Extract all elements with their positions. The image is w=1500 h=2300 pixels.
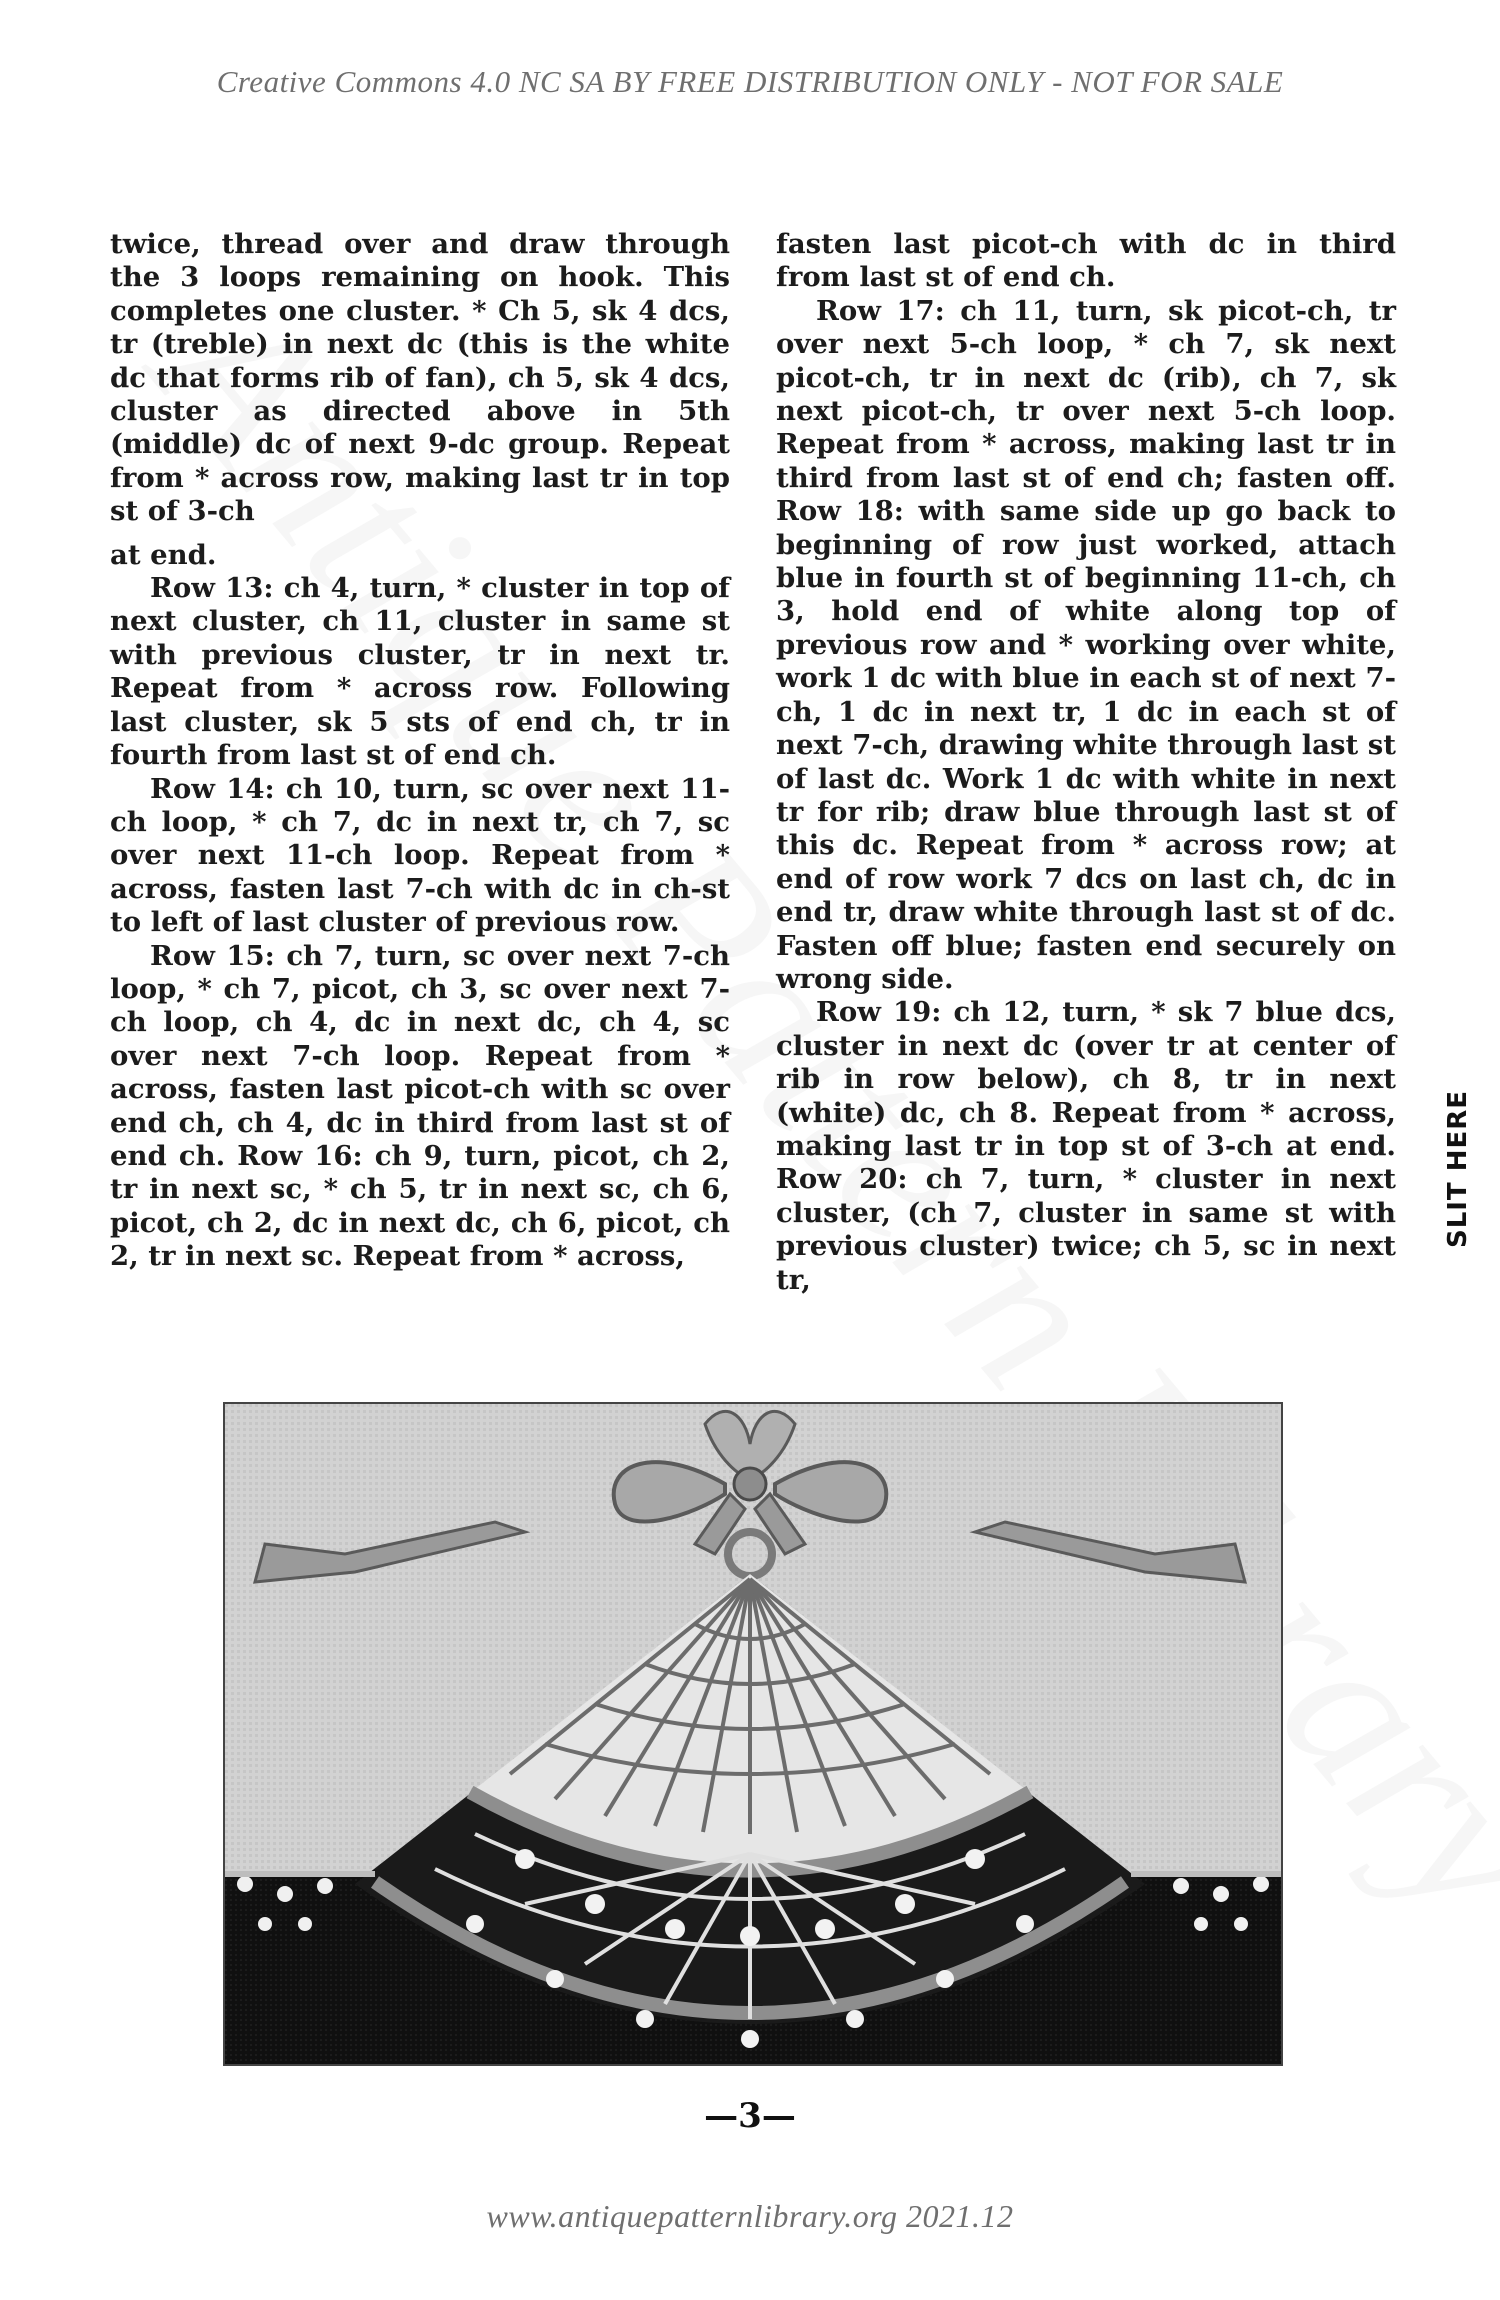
slit-here-text: SLIT HERE <box>1443 1089 1473 1249</box>
paragraph: Row 14: ch 10, turn, sc over next 11-ch loop, * ch 7, dc in next tr, ch 7, sc over next 11-ch loop. Repeat from * across, fasten last 7-ch with dc in ch-st to left of last cluster of previous row. <box>110 772 730 939</box>
crochet-fan-photo <box>223 1402 1283 2066</box>
paragraph: Row 13: ch 4, turn, * cluster in top of next cluster, ch 11, cluster in same st with previous cluster, tr in next tr. Repeat from * across row. Following last cluster, sk 5 sts of end ch, tr in fourth from last st of end ch. <box>110 572 730 772</box>
paragraph: Row 19: ch 12, turn, * sk 7 blue dcs, cluster in next dc (over tr at center of rib in row below), ch 8, tr in next (white) dc, ch 8. Repeat from * across, making last tr in top st of 3-ch at end. Row 20: ch 7, turn, * cluster in next cluster, (ch 7, cluster in same st with previous cluster) twice; ch 5, sc in next tr, <box>776 996 1396 1296</box>
page-number: —3— <box>704 2096 796 2136</box>
paragraph: Row 15: ch 7, turn, sc over next 7-ch loop, * ch 7, picot, ch 3, sc over next 7-ch loop, ch 4, dc in next dc, ch 4, sc over next 7-ch loop. Repeat from * across, fasten last picot-ch with sc over end ch, ch 4, dc in third from last st of end ch. Row 16: ch 9, turn, picot, ch 2, tr in next sc, * ch 5, tr in next sc, ch 6, picot, ch 2, dc in next dc, ch 6, picot, ch 2, tr in next sc. Repeat from * across, <box>110 939 730 1273</box>
footer-url: www.antiquepatternlibrary.org 2021.12 <box>486 2198 1014 2234</box>
license-header: Creative Commons 4.0 NC SA BY FREE DISTRIBUTION ONLY - NOT FOR SALE <box>216 64 1284 99</box>
crochet-fan-illustration <box>225 1404 1281 2064</box>
paragraph: fasten last picot-ch with dc in third from last st of end ch. <box>776 228 1396 294</box>
slit-here-label <box>1440 1054 1476 1284</box>
paragraph: Row 17: ch 11, turn, sk picot-ch, tr over next 5-ch loop, * ch 7, sk next picot-ch, tr in next dc (rib), ch 7, sk next picot-ch, tr over next 5-ch loop. Repeat from * across, making last tr in third from last st of end ch; fasten off. Row 18: with same side up go back to beginning of row just worked, attach blue in fourth st of beginning 11-ch, ch 3, hold end of white along top of previous row and * working over white, work 1 dc with blue in each st of next 7-ch, 1 dc in next tr, 1 dc in each st of next 7-ch, drawing white through last st of last dc. Work 1 dc with white in next tr for rib; draw blue through last st of this dc. Repeat from * across row; at end of row work 7 dcs on last ch, dc in end tr, draw white through last st of dc. Fasten off blue; fasten end securely on wrong side. <box>776 294 1396 995</box>
right-column <box>776 228 1396 1297</box>
paragraph: twice, thread over and draw through the 3 loops remaining on hook. This completes one cluster. * Ch 5, sk 4 dcs, tr (treble) in next dc (this is the white dc that forms rib of fan), ch 5, sk 4 dcs, cluster as directed above in 5th (middle) dc of next 9-dc group. Repeat from * across row, making last tr in top st of 3-ch <box>110 228 730 528</box>
left-column <box>110 228 730 1274</box>
paragraph: at end. <box>110 538 217 571</box>
